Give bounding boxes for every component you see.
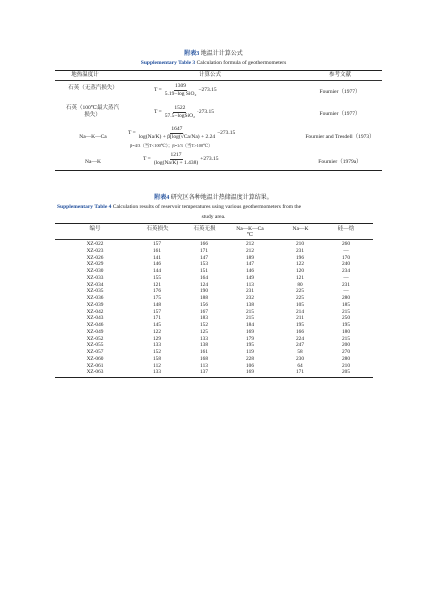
formula-lhs: T = bbox=[143, 156, 151, 162]
sample-id-cell: XZ-030 bbox=[86, 268, 104, 274]
temperature-cell: 195 bbox=[296, 322, 304, 328]
temperature-cell: 124 bbox=[200, 281, 208, 288]
temperature-cell: 228 bbox=[246, 355, 254, 362]
temperature-cell: 156 bbox=[200, 301, 208, 308]
table-row bbox=[0, 329, 427, 336]
temperature-cell: 141 bbox=[153, 254, 161, 261]
temperature-cell: 158 bbox=[153, 355, 161, 362]
formula-fraction bbox=[164, 83, 198, 97]
table4-top-rule bbox=[55, 223, 373, 224]
temperature-cell: 170 bbox=[342, 254, 350, 261]
table-row bbox=[0, 336, 427, 343]
table3-top-rule bbox=[55, 70, 382, 71]
table4-header-quartz-loss: 石英损失 bbox=[146, 226, 169, 232]
formula-rhs: −273.15 bbox=[217, 130, 236, 136]
table3-row3-ref: Fournier and Tresdell（1973） bbox=[305, 134, 375, 140]
temperature-cell: 210 bbox=[296, 241, 304, 247]
table-row bbox=[0, 322, 427, 329]
temperature-cell: 280 bbox=[342, 295, 350, 301]
formula-numerator: 1217 bbox=[170, 152, 182, 158]
table3-row4-name: Na—K bbox=[85, 159, 101, 165]
temperature-cell: 166 bbox=[200, 241, 208, 247]
temperature-cell: — bbox=[343, 288, 349, 295]
sample-id-cell: XZ-061 bbox=[86, 362, 104, 369]
table-row bbox=[0, 309, 427, 316]
sample-id-cell: XZ-035 bbox=[86, 288, 104, 295]
table-row bbox=[0, 268, 427, 275]
formula-denominator: (log(Na/K) + 1.438) bbox=[153, 159, 199, 166]
temperature-cell: 231 bbox=[296, 247, 304, 254]
table3-row1-name: 石英（无蒸汽损失） bbox=[68, 85, 118, 91]
temperature-cell: 121 bbox=[153, 281, 161, 288]
temperature-cell: 270 bbox=[342, 349, 350, 355]
temperature-cell: 247 bbox=[296, 342, 304, 349]
temperature-cell: 129 bbox=[153, 335, 161, 342]
table3-row3-name: Na—K—Ca bbox=[79, 134, 107, 140]
temperature-cell: 188 bbox=[200, 295, 208, 301]
table4-header-si-enthalpy: 硅—焓 bbox=[337, 226, 355, 232]
sample-id-cell: XZ-033 bbox=[86, 274, 104, 281]
temperature-cell: 153 bbox=[200, 261, 208, 268]
temperature-cell: 113 bbox=[200, 362, 208, 369]
table-row bbox=[0, 248, 427, 255]
table3-row3-formula bbox=[128, 126, 235, 140]
temperature-cell: 280 bbox=[342, 355, 350, 362]
temperature-cell: 106 bbox=[246, 362, 254, 369]
temperature-cell: 171 bbox=[200, 247, 208, 254]
temperature-cell: 119 bbox=[246, 349, 254, 355]
temperature-cell: 121 bbox=[296, 274, 304, 281]
sample-id-cell: XZ-026 bbox=[86, 254, 104, 261]
table3-label-cn: 附表3 bbox=[184, 51, 200, 57]
table3-label-en: Supplementary Table 3 bbox=[140, 60, 196, 66]
temperature-cell: 234 bbox=[342, 268, 350, 274]
temperature-cell: 176 bbox=[153, 288, 161, 295]
formula-denominator: log(Na/K) + β[log(√Ca/Na) + 2.24 bbox=[138, 133, 216, 140]
formula-rhs: −273.15 bbox=[198, 87, 217, 93]
temperature-cell: 157 bbox=[153, 241, 161, 247]
temperature-cell: 211 bbox=[296, 315, 304, 322]
table4-label-en: Supplementary Table 4 bbox=[57, 204, 112, 210]
temperature-cell: 113 bbox=[246, 281, 254, 288]
temperature-cell: 231 bbox=[342, 281, 350, 288]
temperature-cell: 212 bbox=[246, 247, 254, 254]
temperature-cell: 58 bbox=[297, 349, 303, 355]
temperature-cell: 240 bbox=[342, 261, 350, 268]
table4-caption-en-line2: study area. bbox=[201, 214, 226, 220]
temperature-cell: 184 bbox=[246, 322, 254, 328]
temperature-cell: 215 bbox=[246, 308, 254, 315]
temperature-cell: 149 bbox=[246, 274, 254, 281]
table4-header-id: 编号 bbox=[89, 226, 101, 232]
temperature-cell: 190 bbox=[200, 288, 208, 295]
sample-id-cell: XZ-039 bbox=[86, 301, 104, 308]
table4-title-en-line1: Calculation results of reservoir temperatures using various geothermometers from the bbox=[112, 204, 302, 210]
sample-id-cell: XZ-043 bbox=[86, 315, 104, 322]
temperature-cell: 80 bbox=[297, 281, 303, 288]
temperature-cell: 171 bbox=[296, 369, 304, 376]
table3-row2-formula bbox=[154, 105, 214, 119]
table-row bbox=[0, 369, 427, 376]
temperature-cell: 225 bbox=[296, 288, 304, 295]
formula-denominator: 57.5−logSiO₂ bbox=[164, 112, 195, 119]
temperature-cell: 200 bbox=[342, 342, 350, 349]
table3-header-thermometer: 地热温度计 bbox=[71, 72, 99, 78]
temperature-cell: 180 bbox=[342, 328, 350, 335]
table4-header-rule bbox=[55, 239, 373, 240]
table4-header-quartz-noloss: 石英无损 bbox=[193, 226, 216, 232]
table3-title-cn: 地温计计算公式 bbox=[200, 51, 243, 57]
sample-id-cell: XZ-063 bbox=[86, 369, 104, 376]
table4-header-na-k: Na—K bbox=[292, 226, 309, 232]
sample-id-cell: XZ-029 bbox=[86, 261, 104, 268]
temperature-cell: — bbox=[343, 247, 349, 254]
formula-fraction bbox=[153, 152, 200, 166]
table-row bbox=[0, 261, 427, 268]
sample-id-cell: XZ-023 bbox=[86, 247, 104, 254]
temperature-cell: 151 bbox=[200, 268, 208, 274]
temperature-cell: 225 bbox=[296, 295, 304, 301]
temperature-cell: 189 bbox=[246, 254, 254, 261]
sample-id-cell: XZ-049 bbox=[86, 328, 104, 335]
sample-id-cell: XZ-060 bbox=[86, 355, 104, 362]
temperature-cell: 64 bbox=[297, 362, 303, 369]
table-row bbox=[0, 288, 427, 295]
temperature-cell: 260 bbox=[342, 241, 350, 247]
sample-id-cell: XZ-055 bbox=[86, 342, 104, 349]
table4-caption-cn bbox=[0, 192, 427, 201]
temperature-cell: 196 bbox=[296, 254, 304, 261]
temperature-cell: 205 bbox=[342, 369, 350, 376]
temperature-cell: 179 bbox=[246, 335, 254, 342]
sample-id-cell: XZ-042 bbox=[86, 308, 104, 315]
sample-id-cell: XZ-052 bbox=[86, 335, 104, 342]
table3-header-rule bbox=[55, 80, 382, 81]
temperature-cell: 169 bbox=[246, 369, 254, 376]
table4-header-na-k-ca: Na—K—Ca bbox=[236, 226, 264, 232]
table3-row4-ref: Fournier（1979a） bbox=[318, 159, 362, 165]
table3-title-en: Calculation formula of geothermometers bbox=[196, 60, 287, 66]
temperature-cell: 152 bbox=[153, 349, 161, 355]
temperature-cell: 147 bbox=[200, 254, 208, 261]
table-row bbox=[0, 349, 427, 356]
table-row bbox=[0, 282, 427, 289]
temperature-cell: 147 bbox=[246, 261, 254, 268]
formula-lhs: T = bbox=[154, 109, 162, 115]
sample-id-cell: XZ-057 bbox=[86, 349, 104, 355]
formula-rhs: +273.15 bbox=[200, 156, 219, 162]
formula-lhs: T = bbox=[154, 87, 162, 93]
temperature-cell: 168 bbox=[200, 355, 208, 362]
table-row bbox=[0, 356, 427, 363]
temperature-cell: 133 bbox=[153, 369, 161, 376]
formula-numerator: 1309 bbox=[175, 83, 187, 89]
temperature-cell: 120 bbox=[296, 268, 304, 274]
sample-id-cell: XZ-022 bbox=[86, 241, 104, 247]
table3-bottom-rule bbox=[55, 170, 382, 171]
table3-row1-formula bbox=[154, 83, 217, 97]
table3-caption-cn bbox=[0, 48, 427, 57]
temperature-cell: 195 bbox=[342, 322, 350, 328]
temperature-cell: 155 bbox=[153, 274, 161, 281]
temperature-cell: 105 bbox=[296, 301, 304, 308]
table-row bbox=[0, 275, 427, 282]
temperature-cell: 138 bbox=[246, 301, 254, 308]
temperature-cell: 167 bbox=[200, 308, 208, 315]
temperature-cell: 224 bbox=[296, 335, 304, 342]
temperature-cell: 125 bbox=[200, 328, 208, 335]
temperature-cell: 175 bbox=[153, 295, 161, 301]
temperature-cell: 137 bbox=[200, 369, 208, 376]
temperature-cell: 215 bbox=[342, 308, 350, 315]
temperature-cell: 232 bbox=[246, 295, 254, 301]
formula-numerator: 1522 bbox=[174, 105, 186, 111]
temperature-cell: 122 bbox=[296, 261, 304, 268]
table3-row4-formula bbox=[143, 152, 218, 166]
temperature-cell: 215 bbox=[246, 315, 254, 322]
temperature-cell: 230 bbox=[296, 355, 304, 362]
temperature-cell: 231 bbox=[246, 288, 254, 295]
formula-fraction bbox=[138, 126, 216, 140]
temperature-cell: 210 bbox=[342, 362, 350, 369]
temperature-cell: 112 bbox=[153, 362, 161, 369]
temperature-cell: 146 bbox=[246, 268, 254, 274]
table3-header-reference: 参考文献 bbox=[328, 72, 351, 78]
temperature-cell: 122 bbox=[153, 328, 161, 335]
temperature-cell: 214 bbox=[296, 308, 304, 315]
table3-row2-name: 石英（100℃最大蒸汽损失） bbox=[66, 105, 119, 118]
formula-rhs: ·273.15 bbox=[196, 109, 214, 115]
table-row bbox=[0, 302, 427, 309]
table3-row3-beta-note: β=4/3（当T<100℃）；β=1/3（当T>100℃） bbox=[130, 143, 213, 148]
temperature-cell: 133 bbox=[200, 335, 208, 342]
formula-lhs: T = bbox=[128, 130, 136, 136]
table-row bbox=[0, 255, 427, 262]
temperature-cell: 133 bbox=[153, 342, 161, 349]
table4-header-unit: ℃ bbox=[246, 232, 254, 238]
formula-numerator: 1647 bbox=[171, 126, 183, 132]
temperature-cell: 157 bbox=[153, 308, 161, 315]
table3-row2-ref: Fournier（1977） bbox=[319, 111, 361, 117]
table-row bbox=[0, 295, 427, 302]
table4-bottom-rule bbox=[55, 377, 373, 378]
table3-caption-en bbox=[0, 60, 427, 66]
temperature-cell: 161 bbox=[153, 247, 161, 254]
table4-label-cn: 附表4 bbox=[154, 195, 170, 201]
temperature-cell: 138 bbox=[200, 342, 208, 349]
table4-caption-en bbox=[57, 204, 301, 210]
temperature-cell: 212 bbox=[246, 241, 254, 247]
temperature-cell: 148 bbox=[153, 301, 161, 308]
sample-id-cell: XZ-034 bbox=[86, 281, 104, 288]
temperature-cell: 215 bbox=[342, 335, 350, 342]
temperature-cell: 164 bbox=[200, 274, 208, 281]
sample-id-cell: XZ-046 bbox=[86, 322, 104, 328]
table4-title-cn: 研究区各种地温计热储温度计算结果。 bbox=[170, 195, 273, 201]
table-row bbox=[0, 315, 427, 322]
formula-denominator: 5.19−log SiO₂ bbox=[164, 90, 197, 97]
sample-id-cell: XZ-036 bbox=[86, 295, 104, 301]
temperature-cell: 161 bbox=[200, 349, 208, 355]
table-row bbox=[0, 363, 427, 370]
temperature-cell: 145 bbox=[153, 322, 161, 328]
temperature-cell: 169 bbox=[246, 328, 254, 335]
table3-header-formula: 计算公式 bbox=[198, 72, 221, 78]
temperature-cell: 146 bbox=[153, 261, 161, 268]
temperature-cell: 250 bbox=[342, 315, 350, 322]
temperature-cell: 185 bbox=[342, 301, 350, 308]
temperature-cell: 166 bbox=[296, 328, 304, 335]
temperature-cell: 195 bbox=[246, 342, 254, 349]
temperature-cell: 144 bbox=[153, 268, 161, 274]
temperature-cell: 152 bbox=[200, 322, 208, 328]
table-row bbox=[0, 342, 427, 349]
table-row bbox=[0, 241, 427, 248]
temperature-cell: 183 bbox=[200, 315, 208, 322]
table3-row1-ref: Fournier（1977） bbox=[319, 89, 361, 95]
temperature-cell: 171 bbox=[153, 315, 161, 322]
temperature-cell: — bbox=[343, 274, 349, 281]
formula-fraction bbox=[164, 105, 196, 119]
